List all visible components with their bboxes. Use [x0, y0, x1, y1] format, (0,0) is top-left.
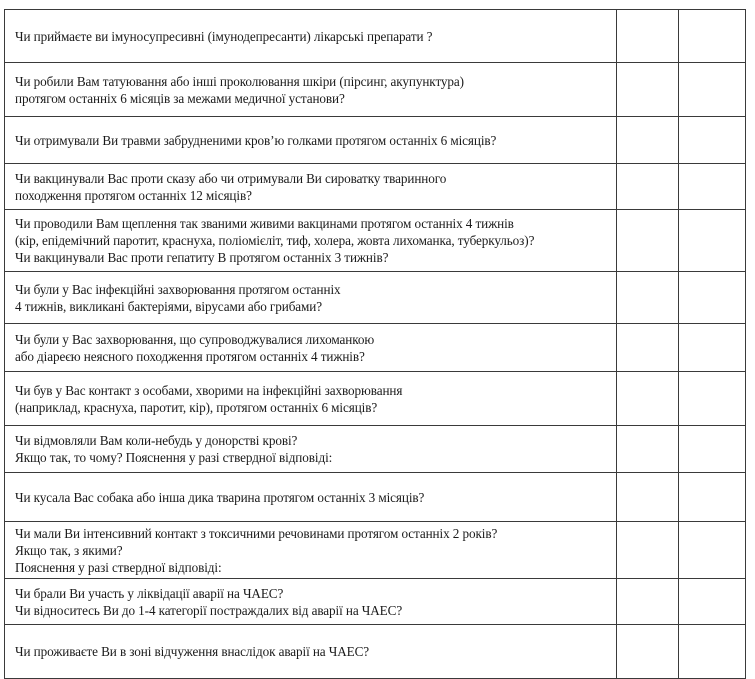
question-row — [5, 272, 746, 324]
question-text-cell — [5, 372, 617, 426]
question-text-line: Чи приймаєте ви імуносупресивні (імунодепресанти) лікарські препарати ? — [15, 28, 433, 44]
question-row — [5, 10, 746, 63]
answer-cell-1[interactable] — [617, 210, 679, 272]
answer-cell-2[interactable] — [679, 625, 746, 679]
question-text-line: Чи відноситесь Ви до 1-4 категорії постраждалих від аварії на ЧАЕС? — [15, 602, 403, 618]
question-row — [5, 210, 746, 272]
answer-cell-2[interactable] — [679, 210, 746, 272]
question-text-cell — [5, 210, 617, 272]
question-row — [5, 63, 746, 117]
answer-cell-1[interactable] — [617, 372, 679, 426]
answer-cell-2[interactable] — [679, 10, 746, 63]
answer-cell-1[interactable] — [617, 63, 679, 117]
question-text-line: походження протягом останніх 12 місяців? — [15, 187, 252, 203]
question-text-line: Пояснення у разі ствердної відповіді: — [15, 559, 222, 575]
question-text-line: Чи були у Вас захворювання, що супроводжувалися лихоманкою — [15, 331, 375, 347]
question-text-line: Чи кусала Вас собака або інша дика тварина протягом останніх 3 місяців? — [15, 489, 425, 505]
answer-cell-1[interactable] — [617, 117, 679, 164]
question-text-line: Якщо так, з якими? — [15, 542, 123, 558]
question-text-line: Чи проводили Вам щеплення так званими живими вакцинами протягом останніх 4 тижнів — [15, 216, 514, 231]
question-row — [5, 324, 746, 372]
question-text-cell — [5, 625, 617, 679]
question-row — [5, 372, 746, 426]
question-text-cell — [5, 426, 617, 473]
question-text-line: Чи вакцинували Вас проти гепатиту В протягом останніх 3 тижнів? — [15, 250, 389, 265]
question-row — [5, 522, 746, 579]
question-text-cell — [5, 63, 617, 117]
question-text-cell — [5, 324, 617, 372]
answer-cell-2[interactable] — [679, 372, 746, 426]
question-text-line: або діареєю неясного походження протягом останніх 4 тижнів? — [15, 348, 365, 364]
answer-cell-1[interactable] — [617, 426, 679, 473]
question-text-line: (наприклад, краснуха, паротит, кір), протягом останніх 6 місяців? — [15, 399, 378, 415]
answer-cell-1[interactable] — [617, 324, 679, 372]
question-text-line: Чи проживаєте Ви в зоні відчуження внаслідок аварії на ЧАЕС? — [15, 644, 370, 659]
answer-cell-2[interactable] — [679, 63, 746, 117]
answer-cell-1[interactable] — [617, 473, 679, 522]
question-text-line: Чи був у Вас контакт з особами, хворими на інфекційні захворювання — [15, 382, 403, 398]
answer-cell-2[interactable] — [679, 117, 746, 164]
question-text-line: Чи брали Ви участь у ліквідації аварії на ЧАЕС? — [15, 585, 284, 601]
question-row — [5, 625, 746, 679]
question-text-line: Чи вакцинували Вас проти сказу або чи отримували Ви сироватку тваринного — [15, 170, 447, 186]
question-text-line: Якщо так, то чому? Пояснення у разі ствердної відповіді: — [15, 450, 333, 465]
question-text-line: Чи були у Вас інфекційні захворювання протягом останніх — [15, 281, 341, 297]
question-text-cell — [5, 473, 617, 522]
question-text-line: Чи робили Вам татуювання або інші проколювання шкіри (пірсинг, акупунктура) — [15, 73, 464, 89]
question-row — [5, 426, 746, 473]
question-text-cell — [5, 10, 617, 63]
answer-cell-2[interactable] — [679, 426, 746, 473]
question-text-line: (кір, епідемічний паротит, краснуха, поліомієліт, тиф, холера, жовта лихоманка, туберкульоз)? — [15, 233, 535, 248]
answer-cell-1[interactable] — [617, 625, 679, 679]
answer-cell-1[interactable] — [617, 272, 679, 324]
answer-cell-1[interactable] — [617, 164, 679, 210]
answer-cell-2[interactable] — [679, 473, 746, 522]
answer-cell-1[interactable] — [617, 10, 679, 63]
answer-cell-2[interactable] — [679, 579, 746, 625]
answer-cell-1[interactable] — [617, 579, 679, 625]
question-row — [5, 117, 746, 164]
question-text-cell — [5, 272, 617, 324]
question-text-cell — [5, 579, 617, 625]
answer-cell-2[interactable] — [679, 324, 746, 372]
answer-cell-2[interactable] — [679, 522, 746, 579]
answer-cell-1[interactable] — [617, 522, 679, 579]
question-text-line: 4 тижнів, викликані бактеріями, вірусами або грибами? — [15, 298, 323, 314]
answer-cell-2[interactable] — [679, 272, 746, 324]
question-text-cell — [5, 522, 617, 579]
question-row — [5, 473, 746, 522]
questionnaire-body — [5, 10, 746, 679]
questionnaire-table — [4, 9, 746, 679]
question-text-line: протягом останніх 6 місяців за межами медичної установи? — [15, 90, 345, 106]
question-text-line: Чи мали Ви інтенсивний контакт з токсичними речовинами протягом останніх 2 років? — [15, 525, 498, 541]
question-text-line: Чи отримували Ви травми забрудненими кров’ю голками протягом останніх 6 місяців? — [15, 132, 497, 148]
question-text-line: Чи відмовляли Вам коли-небудь у донорстві крові? — [15, 433, 298, 448]
question-row — [5, 164, 746, 210]
question-text-cell — [5, 164, 617, 210]
answer-cell-2[interactable] — [679, 164, 746, 210]
question-row — [5, 579, 746, 625]
question-text-cell — [5, 117, 617, 164]
